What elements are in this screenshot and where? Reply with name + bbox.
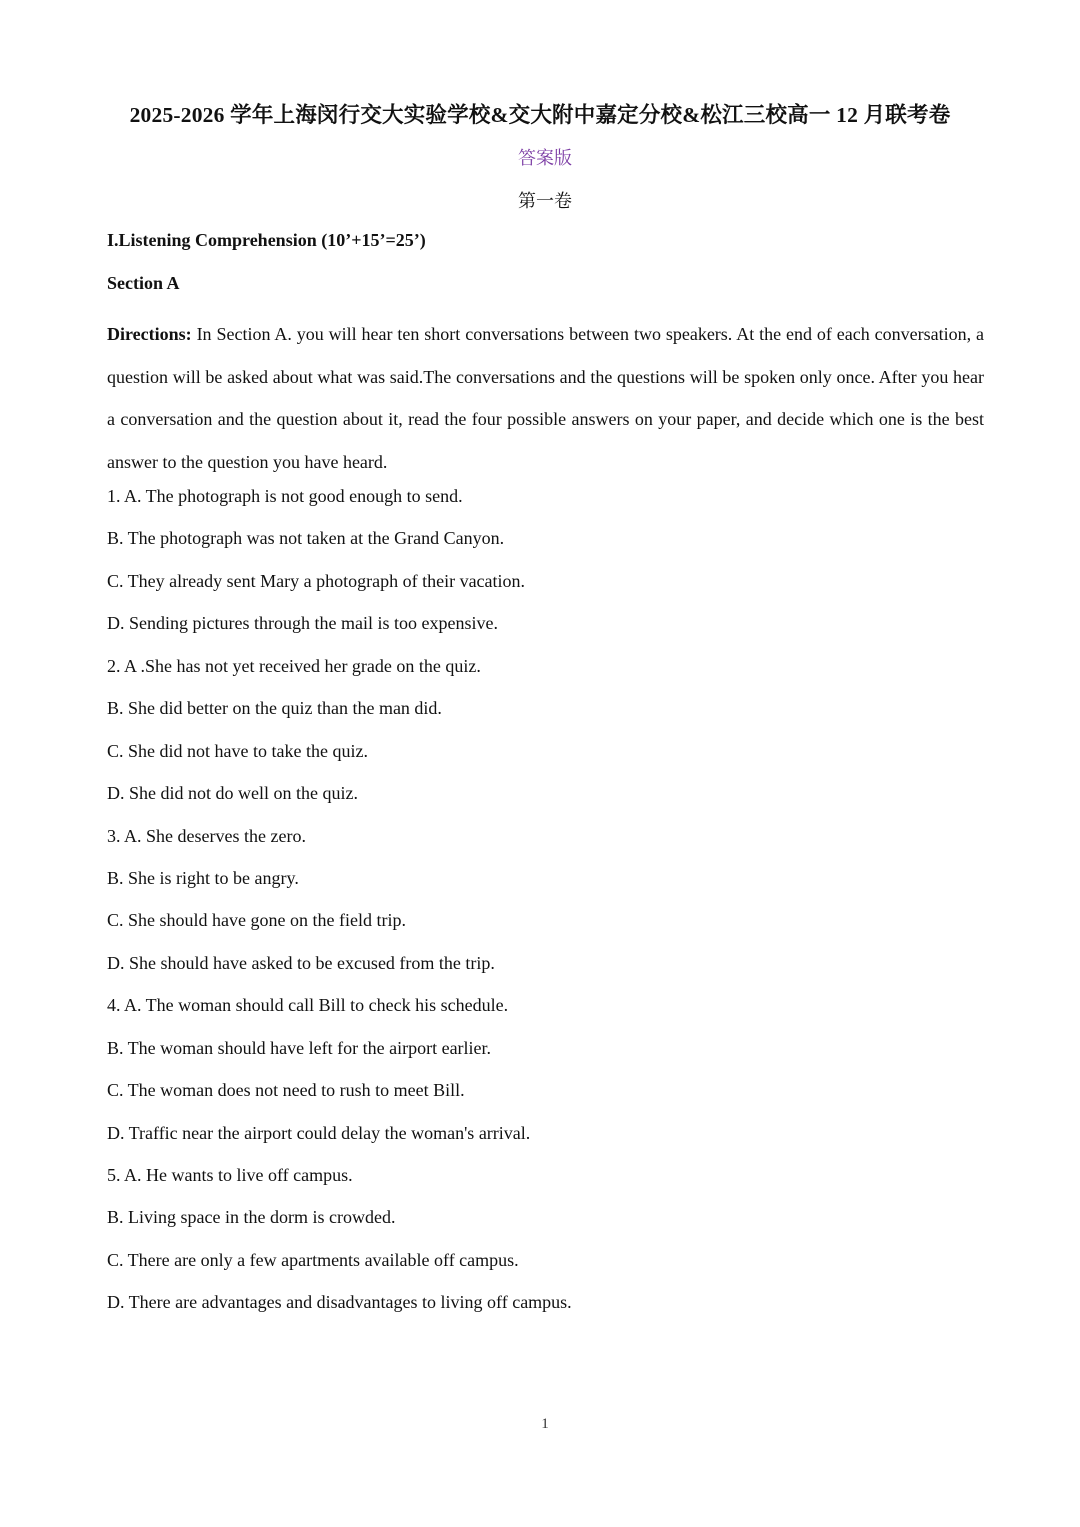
q2-option-c: C. She did not have to take the quiz.: [107, 740, 368, 761]
volume-label: 第一卷: [518, 191, 572, 211]
q5-option-d: D. There are advantages and disadvantages to living off campus.: [107, 1292, 572, 1313]
q2-option-b: B. She did better on the quiz than the man did.: [107, 698, 442, 719]
section-heading: Section A: [107, 273, 180, 293]
q5-option-c: C. There are only a few apartments available off campus.: [107, 1249, 519, 1270]
q4-option-a: 4. A. The woman should call Bill to check his schedule.: [107, 995, 509, 1016]
directions-label: Directions:: [107, 324, 192, 344]
q2-option-a: 2. A .She has not yet received her grade on the quiz.: [107, 655, 481, 676]
q1-option-b: B. The photograph was not taken at the Grand Canyon.: [107, 528, 505, 549]
page-title: 2025-2026 学年上海闵行交大实验学校&交大附中嘉定分校&松江三校高一 12 月联考卷: [129, 103, 951, 127]
part-heading: I.Listening Comprehension (10’+15’=25’): [107, 230, 426, 250]
directions-text: In Section A. you will hear ten short conversations between two speakers. At the end of each conversation, a question will be asked about what was said.The conversations and the questions will be spoken only once. After you hear a conversation and the question about it, read the four possible answers on your paper, and decide which one is the best answer to the question you have heard.: [107, 324, 985, 472]
question-list: [107, 483, 572, 1332]
q3-option-c: C. She should have gone on the field trip.: [107, 910, 406, 931]
q3-option-a: 3. A. She deserves the zero.: [107, 825, 306, 846]
q5-option-b: B. Living space in the dorm is crowded.: [107, 1207, 396, 1228]
q3-option-b: B. She is right to be angry.: [107, 867, 299, 888]
q1-option-a: 1. A. The photograph is not good enough to send.: [107, 486, 463, 506]
page-number: 1: [541, 1416, 549, 1432]
q4-option-c: C. The woman does not need to rush to meet Bill.: [107, 1080, 465, 1101]
q1-option-d: D. Sending pictures through the mail is too expensive.: [107, 613, 498, 634]
q4-option-d: D. Traffic near the airport could delay the woman's arrival.: [107, 1122, 531, 1143]
answer-version-label: 答案版: [518, 148, 572, 168]
q3-option-d: D. She should have asked to be excused from the trip.: [107, 952, 495, 973]
q1-option-c: C. They already sent Mary a photograph of their vacation.: [107, 570, 526, 591]
q5-option-a: 5. A. He wants to live off campus.: [107, 1165, 353, 1185]
q4-option-b: B. The woman should have left for the airport earlier.: [107, 1037, 492, 1058]
directions-paragraph: [107, 313, 984, 483]
q2-option-d: D. She did not do well on the quiz.: [107, 783, 358, 804]
